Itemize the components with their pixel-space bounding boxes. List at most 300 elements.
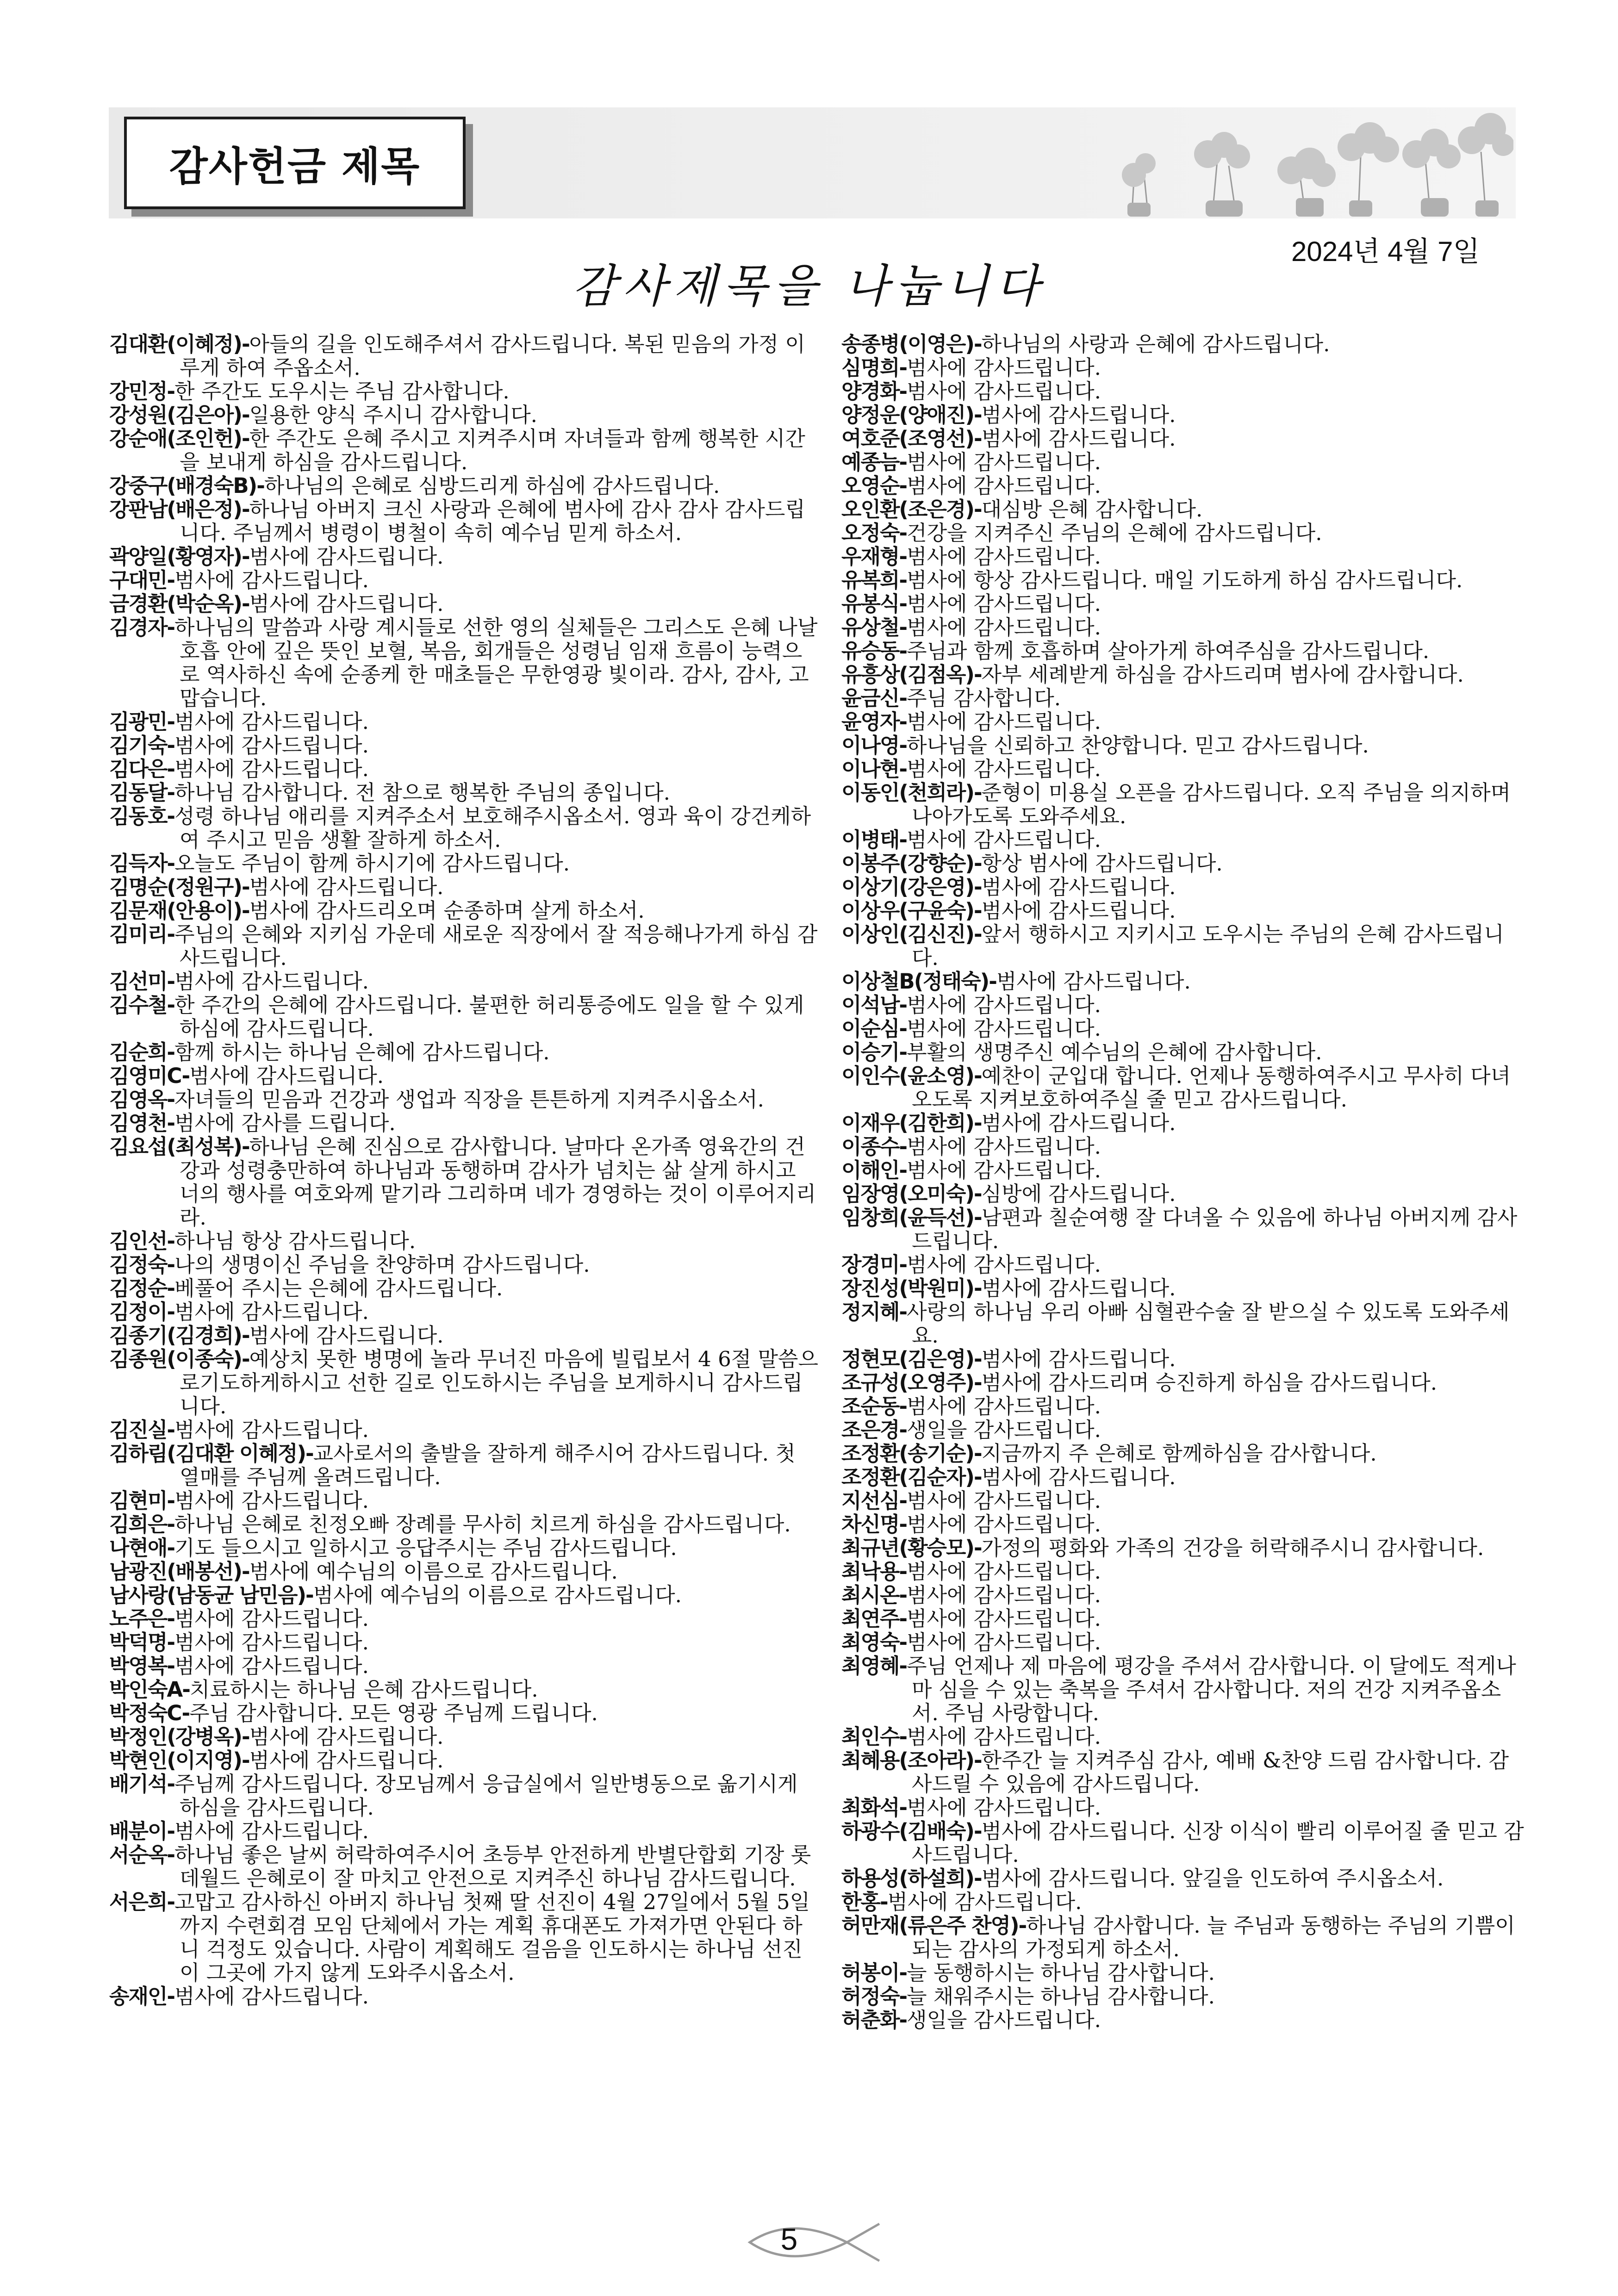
thanks-text: 하나님 항상 감사드립니다. — [174, 1229, 416, 1253]
donor-entry — [841, 545, 1526, 568]
donor-name: 김경자- — [109, 615, 175, 640]
donor-entry — [841, 639, 1526, 663]
thanks-text: 범사에 감사를 드립니다. — [174, 1111, 396, 1135]
thanks-text: 범사에 감사드립니다. — [907, 709, 1101, 734]
donor-entry — [109, 1253, 822, 1276]
thanks-text: 범사에 감사드립니다. — [174, 1654, 369, 1678]
page-number: 5 — [780, 2222, 798, 2256]
donor-entry — [841, 899, 1526, 922]
donor-name: 임장영(오미숙)- — [841, 1182, 982, 1206]
donor-entry — [109, 403, 822, 427]
donor-name: 김진실- — [109, 1418, 175, 1442]
donor-name: 김정이- — [109, 1300, 175, 1324]
thanks-text: 하나님 감사합니다. 전 참으로 행복한 주님의 종입니다. — [174, 780, 670, 805]
donor-name: 최인수- — [841, 1724, 907, 1749]
donor-name: 박정인(강병옥)- — [109, 1724, 249, 1749]
donor-name: 노주은- — [109, 1606, 175, 1631]
donor-name: 박덕명- — [109, 1630, 175, 1655]
thanks-text: 범사에 예수님의 이름으로 감사드립니다. — [313, 1583, 682, 1607]
donor-name: 박정숙C- — [109, 1701, 190, 1725]
donor-entry — [109, 922, 822, 970]
donor-name: 최화석- — [841, 1795, 907, 1820]
donor-entry — [109, 545, 822, 568]
section-title-box — [124, 117, 466, 209]
donor-name: 강판남(배은정)- — [109, 497, 249, 522]
donor-entry — [841, 592, 1526, 616]
thanks-text: 범사에 감사드립니다. — [907, 1158, 1101, 1182]
thanks-text: 범사에 감사드립니다. — [174, 1300, 369, 1324]
donor-name: 나현애- — [109, 1536, 175, 1560]
thanks-text: 생일을 감사드립니다. — [907, 1418, 1101, 1442]
donor-name: 장진성(박원미)- — [841, 1276, 982, 1300]
thanks-text: 범사에 감사드립니다. — [907, 1252, 1101, 1277]
thanks-text: 범사에 감사드립니다. — [174, 1488, 369, 1513]
thanks-text: 범사에 감사드립니다. — [907, 355, 1101, 380]
donor-entry — [109, 710, 822, 734]
donor-entry — [109, 734, 822, 757]
donor-name: 강성원(김은아)- — [109, 403, 249, 427]
donor-entry — [109, 899, 822, 922]
donor-name: 이해인- — [841, 1158, 907, 1182]
thanks-text: 한 주간도 은혜 주시고 지켜주시며 자녀들과 함께 행복한 시간을 보내게 하심을 감사드립니다. — [180, 426, 805, 474]
thanks-text: 범사에 감사드립니다. — [907, 544, 1101, 569]
donor-entry — [841, 1489, 1526, 1512]
thanks-text: 범사에 감사드립니다. — [174, 757, 369, 781]
thanks-text: 범사에 감사드립니다. — [907, 1134, 1101, 1159]
donor-name: 심명희- — [841, 355, 907, 380]
donor-entry — [109, 1630, 822, 1654]
donor-entry — [109, 1725, 822, 1748]
donor-name: 여호준(조영선)- — [841, 426, 982, 451]
donor-entry — [841, 922, 1526, 970]
donor-name: 김영천- — [109, 1111, 175, 1135]
thanks-text: 범사에 감사드립니다. — [996, 969, 1191, 994]
thanks-text: 교사로서의 출발을 잘하게 해주시어 감사드립니다. 첫 열매를 주님께 올려드립니다. — [180, 1441, 796, 1489]
donor-entry — [841, 1064, 1526, 1111]
thanks-text: 범사에 감사드립니다. — [174, 1606, 369, 1631]
thanks-text: 범사에 감사드립니다. — [907, 993, 1101, 1017]
donor-entry — [841, 474, 1526, 498]
donor-name: 김현미- — [109, 1488, 175, 1513]
thanks-text: 범사에 감사드립니다. — [907, 591, 1101, 616]
thanks-text: 범사에 감사드립니다. — [907, 379, 1101, 404]
donor-name: 금경환(박순옥)- — [109, 591, 249, 616]
thanks-text: 사랑의 하나님 우리 아빠 심혈관수술 잘 받으실 수 있도록 도와주세요. — [907, 1300, 1510, 1348]
donor-entry — [841, 1560, 1526, 1583]
thanks-text: 예찬이 군입대 합니다. 언제나 동행하여주시고 무사히 다녀오도록 지켜보호하여주실 줄 믿고 감사드립니다. — [912, 1064, 1511, 1112]
thanks-text: 대심방 은혜 감사합니다. — [981, 497, 1203, 522]
thanks-text: 하나님 좋은 날씨 허락하여주시어 초등부 안전하게 반별단합회 기장 롯데월드 은혜로이 잘 마치고 안전으로 지켜주신 하나님 감사드립니다. — [174, 1842, 811, 1891]
donor-entry — [841, 1371, 1526, 1394]
donor-name: 장경미- — [841, 1252, 907, 1277]
donor-name: 김영옥- — [109, 1087, 175, 1112]
donor-entry — [109, 427, 822, 474]
flower-vases-icon — [1101, 110, 1513, 218]
thanks-text: 범사에 감사드립니다. — [249, 544, 444, 569]
thanks-text: 범사에 감사드리오며 순종하며 살게 하소서. — [249, 898, 645, 923]
donor-entry — [841, 1630, 1526, 1654]
thanks-text: 범사에 감사드립니다. — [907, 1559, 1101, 1584]
thanks-text: 일용한 양식 주시니 감사합니다. — [249, 403, 537, 427]
thanks-text: 자녀들의 믿음과 건강과 생업과 직장을 튼튼하게 지켜주시옵소서. — [174, 1087, 764, 1112]
donor-name: 박현인(이지영)- — [109, 1748, 249, 1773]
donor-name: 이나현- — [841, 757, 907, 781]
donor-entry — [841, 616, 1526, 639]
donor-entry — [109, 568, 822, 592]
donor-entry — [109, 1418, 822, 1442]
thanks-text: 늘 동행하시는 하나님 감사합니다. — [907, 1960, 1215, 1985]
donor-name: 남사랑(남동균 남민음)- — [109, 1583, 313, 1607]
thanks-text: 범사에 감사드립니다. — [907, 828, 1101, 852]
donor-name: 이나영- — [841, 733, 907, 758]
donor-name: 유봉식- — [841, 591, 907, 616]
donor-entry — [109, 1560, 822, 1583]
donor-name: 이승기- — [841, 1040, 907, 1064]
thanks-text: 범사에 감사드립니다. — [887, 1890, 1082, 1914]
donor-entry — [109, 1607, 822, 1630]
donor-entry — [841, 1867, 1526, 1890]
donor-name: 김정순- — [109, 1276, 175, 1300]
donor-name: 허만재(류은주 찬영)- — [841, 1913, 1027, 1938]
thanks-text: 범사에 감사드립니다. — [907, 1630, 1101, 1655]
donor-entry — [109, 1701, 822, 1725]
donor-name: 김문재(안용이)- — [109, 898, 249, 923]
donor-entry — [841, 1206, 1526, 1253]
donor-entry — [841, 1040, 1526, 1064]
thanks-text: 범사에 감사드립니다. — [981, 1465, 1176, 1489]
donor-name: 임창희(윤득선)- — [841, 1205, 982, 1230]
donor-name: 윤금신- — [841, 686, 907, 710]
thanks-text: 범사에 감사드립니다. — [907, 450, 1101, 474]
donor-name: 강중구(배경숙B)- — [109, 473, 264, 498]
donor-name: 이종수- — [841, 1134, 907, 1159]
donor-entry — [841, 852, 1526, 875]
donor-entry — [841, 2008, 1526, 2032]
donor-name: 김종기(김경희)- — [109, 1323, 249, 1348]
donor-name: 김명순(정원구)- — [109, 875, 249, 899]
thanks-text: 범사에 감사드립니다. — [249, 1748, 444, 1773]
page-heading: 감사제목을 나눕니다 — [572, 260, 1046, 313]
donor-name: 김광민- — [109, 709, 175, 734]
thanks-text: 하나님 아버지 크신 사랑과 은혜에 범사에 감사 감사 감사드립니다. 주님께서 병령이 병철이 속히 예수님 믿게 하소서. — [180, 497, 805, 545]
donor-entry — [841, 993, 1526, 1017]
thanks-text: 하나님의 은혜로 심방드리게 하심에 감사드립니다. — [264, 473, 720, 498]
donor-name: 조정환(김순자)- — [841, 1465, 982, 1489]
donor-entry — [841, 1914, 1526, 1961]
donor-entry — [841, 1111, 1526, 1135]
thanks-text: 범사에 감사드립니다. — [907, 1488, 1101, 1513]
donor-entry — [841, 1796, 1526, 1819]
donor-name: 송종병(이영은)- — [841, 332, 982, 356]
thanks-text: 한 주간의 은혜에 감사드립니다. 불편한 허리통증에도 일을 할 수 있게하심에 감사드립니다. — [174, 993, 804, 1041]
donor-name: 유흥상(김점옥)- — [841, 662, 982, 687]
donor-name: 김종원(이종숙)- — [109, 1347, 249, 1371]
thanks-text: 범사에 감사드리며 승진하게 하심을 감사드립니다. — [981, 1370, 1438, 1395]
donor-entry — [841, 403, 1526, 427]
thanks-text: 범사에 감사드립니다. — [174, 709, 369, 734]
donor-entry — [841, 450, 1526, 474]
donor-name: 한홍- — [841, 1890, 888, 1914]
donor-entry — [109, 1489, 822, 1512]
donor-entry — [841, 1748, 1526, 1796]
thanks-text: 범사에 감사드립니다. — [249, 1724, 444, 1749]
donor-name: 김정숙- — [109, 1252, 175, 1277]
thanks-text: 범사에 감사드립니다. — [174, 733, 369, 758]
donor-name: 예종늠- — [841, 450, 907, 474]
thanks-text: 범사에 감사드립니다. — [249, 1323, 444, 1348]
thanks-text: 항상 범사에 감사드립니다. — [981, 851, 1223, 876]
thanks-text: 생일을 감사드립니다. — [907, 2008, 1101, 2032]
donor-entry — [841, 1583, 1526, 1607]
donor-name: 최연주- — [841, 1606, 907, 1631]
donor-name: 이상우(구윤숙)- — [841, 898, 982, 923]
thanks-text: 범사에 감사드립니다. — [981, 1347, 1176, 1371]
donor-entry — [109, 1985, 822, 2008]
thanks-text: 나의 생명이신 주님을 찬양하며 감사드립니다. — [174, 1252, 590, 1277]
right-column — [841, 332, 1526, 2032]
thanks-text: 범사에 감사드립니다. — [174, 1819, 369, 1843]
donor-entry — [841, 521, 1526, 545]
donor-name: 정현모(김은영)- — [841, 1347, 982, 1371]
donor-entry — [841, 663, 1526, 686]
donor-entry — [109, 592, 822, 616]
thanks-text: 주님 감사합니다. 모든 영광 주님께 드립니다. — [189, 1701, 598, 1725]
ichthys-fish-icon — [741, 2217, 889, 2268]
thanks-text: 한주간 늘 지켜주심 감사, 예배 &찬양 드림 감사합니다. 감사드릴 수 있음에 감사드립니다. — [912, 1748, 1509, 1796]
thanks-text: 범사에 감사드립니다. — [249, 875, 444, 899]
thanks-text: 범사에 감사드립니다. — [907, 1394, 1101, 1419]
donor-entry — [109, 380, 822, 403]
donor-name: 오정숙- — [841, 521, 907, 545]
donor-entry — [841, 1418, 1526, 1442]
donor-name: 양정운(양애진)- — [841, 403, 982, 427]
thanks-text: 예상치 못한 병명에 놀라 무너진 마음에 빌립보서 4 6절 말씀으로기도하게하시고 선한 길로 인도하시는 주님을 보게하시니 감사드립니다. — [180, 1347, 818, 1419]
thanks-text: 범사에 감사드립니다. — [981, 426, 1176, 451]
donor-name: 강순애(조인헌)- — [109, 426, 249, 451]
thanks-text: 남편과 칠순여행 잘 다녀올 수 있음에 하나님 아버지께 감사드립니다. — [912, 1205, 1518, 1253]
thanks-text: 하나님 은혜로 친정오빠 장례를 무사히 치르게 하심을 감사드립니다. — [174, 1512, 791, 1537]
donor-entry — [841, 875, 1526, 899]
donor-name: 하용성(하설희)- — [841, 1866, 982, 1891]
donor-name: 조정환(송기순)- — [841, 1441, 982, 1466]
donor-entry — [841, 734, 1526, 757]
donor-name: 배분이- — [109, 1819, 175, 1843]
donor-entry — [109, 1300, 822, 1324]
thanks-text: 범사에 감사드립니다. — [174, 568, 369, 592]
donor-name: 이인수(윤소영)- — [841, 1064, 982, 1088]
thanks-text: 범사에 감사드립니다. — [907, 473, 1101, 498]
donor-name: 박인숙A- — [109, 1677, 190, 1702]
donor-entry — [109, 1442, 822, 1489]
thanks-text: 부활의 생명주신 예수님의 은혜에 감사합니다. — [907, 1040, 1322, 1064]
thanks-text: 범사에 감사드립니다. — [189, 1064, 384, 1088]
donor-entry — [841, 1276, 1526, 1300]
donor-entry — [109, 616, 822, 710]
donor-name: 구대민- — [109, 568, 175, 592]
donor-entry — [841, 332, 1526, 356]
thanks-text: 주님의 은혜와 지키심 가운데 새로운 직장에서 잘 적응해나가게 하심 감사드립니다. — [174, 922, 818, 970]
donor-entry — [841, 970, 1526, 993]
donor-entry — [841, 1607, 1526, 1630]
donor-name: 오인환(조은경)- — [841, 497, 982, 522]
donor-entry — [841, 1442, 1526, 1465]
donor-name: 이동인(천희라)- — [841, 780, 982, 805]
donor-name: 김영미C- — [109, 1064, 190, 1088]
left-column — [109, 332, 822, 2008]
donor-name: 김수철- — [109, 993, 175, 1017]
donor-name: 김다은- — [109, 757, 175, 781]
thanks-text: 범사에 항상 감사드립니다. 매일 기도하게 하심 감사드립니다. — [907, 568, 1463, 592]
donor-entry — [109, 1276, 822, 1300]
donor-entry — [841, 828, 1526, 852]
donor-entry — [841, 1725, 1526, 1748]
donor-name: 조순동- — [841, 1394, 907, 1419]
thanks-text: 범사에 감사드립니다. — [981, 875, 1176, 899]
donor-entry — [109, 1772, 822, 1819]
thanks-text: 주님 감사합니다. — [907, 686, 1061, 710]
donor-entry — [841, 1182, 1526, 1206]
donor-entry — [109, 474, 822, 498]
donor-name: 이재우(김한희)- — [841, 1111, 982, 1135]
donor-entry — [841, 1819, 1526, 1867]
donor-name: 지선심- — [841, 1488, 907, 1513]
thanks-text: 지금까지 주 은혜로 함께하심을 감사합니다. — [981, 1441, 1377, 1466]
donor-entry — [841, 1465, 1526, 1489]
thanks-text: 주님과 함께 호흡하며 살아가게 하여주심을 감사드립니다. — [907, 639, 1430, 663]
donor-entry — [109, 1819, 822, 1843]
donor-name: 양경화- — [841, 379, 907, 404]
donor-entry — [109, 1654, 822, 1678]
thanks-text: 주님 언제나 제 마음에 평강을 주셔서 감사합니다. 이 달에도 적게나마 심을 수 있는 축복을 주셔서 감사합니다. 저의 건강 지켜주옵소서. 주님 사랑합니다. — [907, 1654, 1516, 1725]
donor-entry — [109, 498, 822, 545]
thanks-text: 오늘도 주님이 함께 하시기에 감사드립니다. — [174, 851, 570, 876]
thanks-text: 함께 하시는 하나님 은혜에 감사드립니다. — [174, 1040, 550, 1064]
donor-entry — [109, 804, 822, 852]
thanks-text: 아들의 길을 인도해주셔서 감사드립니다. 복된 믿음의 가정 이루게 하여 주옵소서. — [180, 332, 805, 380]
donor-entry — [109, 781, 822, 804]
thanks-text: 심방에 감사드립니다. — [981, 1182, 1176, 1206]
donor-entry — [841, 1135, 1526, 1158]
donor-name: 서은희- — [109, 1890, 175, 1914]
donor-entry — [109, 1536, 822, 1560]
donor-name: 이상철B(정태숙)- — [841, 969, 996, 994]
donor-entry — [841, 1536, 1526, 1560]
donor-entry — [109, 1748, 822, 1772]
thanks-text: 베풀어 주시는 은혜에 감사드립니다. — [174, 1276, 503, 1300]
section-title: 감사헌금 제목 — [169, 143, 421, 190]
donor-name: 곽양일(황영자)- — [109, 544, 249, 569]
donor-name: 유승동- — [841, 639, 907, 663]
donor-name: 송재인- — [109, 1984, 175, 2009]
thanks-text: 범사에 감사드립니다. 앞길을 인도하여 주시옵소서. — [981, 1866, 1444, 1891]
thanks-text: 범사에 감사드립니다. — [174, 1630, 369, 1655]
donor-entry — [109, 1512, 822, 1536]
donor-entry — [109, 1324, 822, 1347]
donor-name: 김요섭(최성복)- — [109, 1134, 249, 1159]
donor-name: 윤영자- — [841, 709, 907, 734]
donor-entry — [109, 1678, 822, 1701]
thanks-text: 하나님의 말씀과 사랑 계시들로 선한 영의 실체들은 그리스도 은혜 나날 호흡 안에 깊은 뜻인 보혈, 복음, 회개들은 성령님 임재 흐름이 능력으로 역사하신 속에 순종케 한 매초들은 무한영광 빛이라. 감사, 감사, 고맙습니다. — [174, 615, 818, 710]
donor-entry — [841, 427, 1526, 450]
donor-name: 이석남- — [841, 993, 907, 1017]
donor-entry — [841, 1890, 1526, 1914]
thanks-text: 범사에 감사드립니다. — [907, 1795, 1101, 1820]
donor-entry — [109, 1088, 822, 1111]
donor-entry — [109, 1064, 822, 1088]
donor-entry — [841, 568, 1526, 592]
donor-name: 이병태- — [841, 828, 907, 852]
donor-entry — [109, 1135, 822, 1229]
thanks-text: 범사에 감사드립니다. — [907, 1606, 1101, 1631]
thanks-text: 하나님 은혜 진심으로 감사합니다. 날마다 온가족 영육간의 건강과 성령충만하여 하나님과 동행하며 감사가 넘치는 삶 살게 하시고 너의 행사를 여호와께 맡기라 그리하며 네가 경영하는 것이 이루어지리라. — [180, 1134, 816, 1230]
donor-name: 유복희- — [841, 568, 907, 592]
donor-entry — [841, 781, 1526, 828]
donor-entry — [109, 970, 822, 993]
donor-name: 오영순- — [841, 473, 907, 498]
donor-entry — [109, 757, 822, 781]
donor-entry — [109, 1890, 822, 1985]
donor-entry — [841, 757, 1526, 781]
donor-name: 김동달- — [109, 780, 175, 805]
donor-entry — [841, 710, 1526, 734]
thanks-text: 범사에 감사드립니다. — [981, 1111, 1176, 1135]
thanks-text: 고맙고 감사하신 아버지 하나님 첫째 딸 선진이 4월 27일에서 5월 5일까지 수련회겸 모임 단체에서 가는 계획 휴대폰도 가져가면 안된다 하니 걱정도 있습니다. 사람이 계획해도 걸음을 인도하시는 하나님 선진이 그곳에 가지 않게 도와주시옵소서. — [174, 1890, 810, 1985]
thanks-text: 범사에 감사드립니다. — [907, 1016, 1101, 1041]
donor-entry — [841, 1300, 1526, 1347]
donor-name: 최영숙- — [841, 1630, 907, 1655]
donor-name: 우재형- — [841, 544, 907, 569]
donor-name: 김미리- — [109, 922, 175, 946]
donor-name: 허봉이- — [841, 1960, 907, 1985]
issue-date: 2024년 4월 7일 — [1291, 236, 1480, 267]
donor-entry — [841, 1394, 1526, 1418]
donor-name: 김하림(김대환 이혜정)- — [109, 1441, 313, 1466]
donor-name: 김대환(이혜정)- — [109, 332, 249, 356]
donor-name: 하광수(김배숙)- — [841, 1819, 982, 1843]
thanks-text: 범사에 감사드립니다. — [907, 615, 1101, 640]
donor-name: 조은경- — [841, 1418, 907, 1442]
donor-name: 김인선- — [109, 1229, 175, 1253]
thanks-text: 범사에 감사드립니다. — [174, 1418, 369, 1442]
donor-name: 서순옥- — [109, 1842, 175, 1867]
thanks-text: 기도 들으시고 일하시고 응답주시는 주님 감사드립니다. — [174, 1536, 677, 1560]
thanks-text: 하나님의 사랑과 은혜에 감사드립니다. — [981, 332, 1330, 356]
donor-entry — [841, 1985, 1526, 2008]
thanks-text: 범사에 감사드립니다. — [174, 969, 369, 994]
thanks-text: 범사에 감사드립니다. — [907, 1724, 1101, 1749]
thanks-text: 앞서 행하시고 지키시고 도우시는 주님의 은혜 감사드립니다. — [912, 922, 1504, 970]
donor-entry — [841, 1253, 1526, 1276]
thanks-text: 치료하시는 하나님 은혜 감사드립니다. — [189, 1677, 538, 1702]
donor-entry — [841, 380, 1526, 403]
thanks-text: 성령 하나님 애리를 지켜주소서 보호해주시옵소서. 영과 육이 강건케하여 주시고 믿음 생활 잘하게 하소서. — [174, 804, 811, 852]
donor-name: 김기숙- — [109, 733, 175, 758]
donor-entry — [841, 1961, 1526, 1985]
thanks-text: 범사에 감사드립니다. 신장 이식이 빨리 이루어질 줄 믿고 감사드립니다. — [912, 1819, 1524, 1867]
donor-name: 이상기(강은영)- — [841, 875, 982, 899]
thanks-text: 범사에 감사드립니다. — [907, 757, 1101, 781]
donor-entry — [841, 1158, 1526, 1182]
thanks-text: 자부 세례받게 하심을 감사드리며 범사에 감사합니다. — [981, 662, 1464, 687]
donor-name: 남광진(배봉선)- — [109, 1559, 249, 1584]
donor-name: 최규년(황승모)- — [841, 1536, 982, 1560]
donor-entry — [109, 1347, 822, 1418]
thanks-text: 범사에 감사드립니다. — [981, 898, 1176, 923]
donor-name: 최혜용(조아라)- — [841, 1748, 982, 1773]
thanks-text: 범사에 감사드립니다. — [907, 1583, 1101, 1607]
donor-entry — [109, 993, 822, 1040]
donor-name: 허춘화- — [841, 2008, 907, 2032]
